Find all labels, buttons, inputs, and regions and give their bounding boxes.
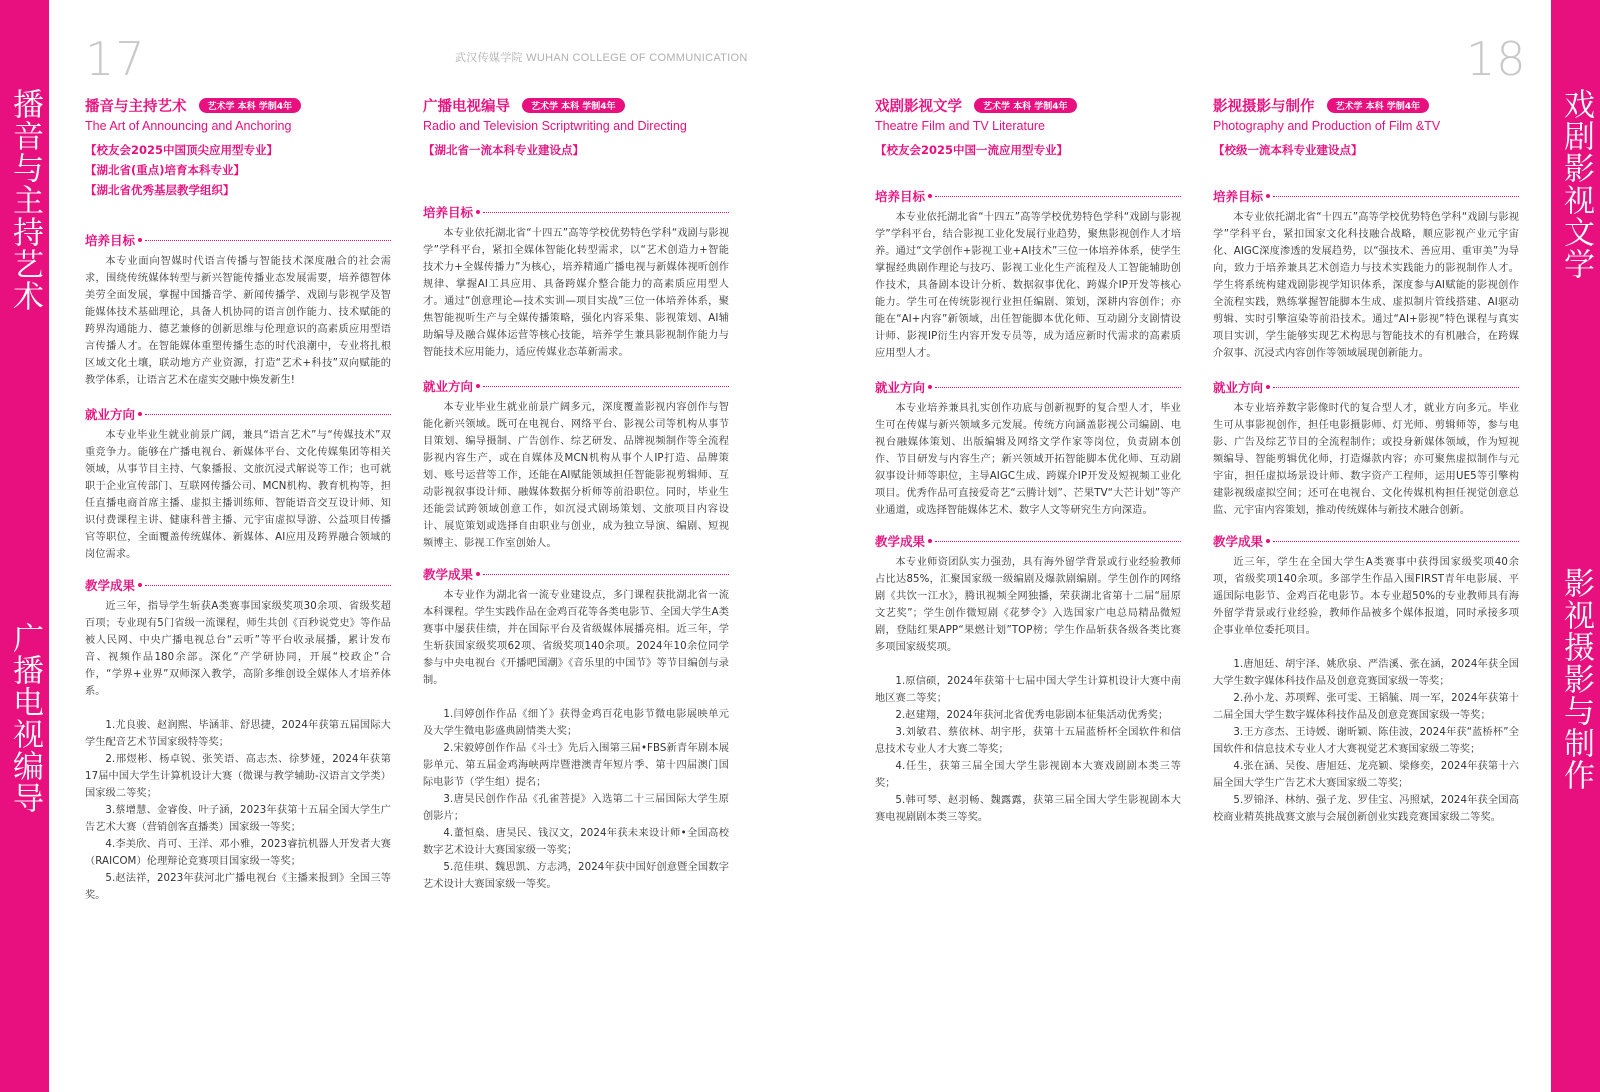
honor-item: 【校友会2025中国顶尖应用型专业】 xyxy=(85,143,279,157)
achievements-text: 近三年，指导学生斩获A类赛事国家级奖项30余项、省级奖超百项；专业现有5门省级一流课程，师生共创《百秒说党史》等作品被人民网、中央广播电视总台“云听”等平台收录展播，累计发布音、视频作品180余部。深化“产学研协同，开展“校政企”合作，“学界+业界”双师深入教学，高阶多维创设全媒体人才培养体系。 xyxy=(85,601,391,697)
section-heading-goal: 培养目标 xyxy=(85,232,391,248)
honor-item: 【湖北省(重点)培育本科专业】 xyxy=(85,163,246,177)
award-item: 3.蔡增慧、金睿俊、叶子涵，2023年获第十五届全国大学生广告艺术大赛（营销创客直播类）国家级一等奖； xyxy=(85,805,391,833)
goal-text: 本专业依托湖北省“十四五”高等学校优势特色学科“戏剧与影视学”学科平台，结合影视工业化发展行业趋势，聚焦影视创作人才培养。通过“文学创作+影视工业+AI技术”三位一体培养体系，使学生掌握经典剧作理论与技巧、影视工业化生产流程及人工智能辅助创作技术，具备剧本设计分析、数据叙事优化、跨媒介IP开发等核心能力。学生可在传统影视行业担任编剧、策划，深耕内容创作；亦能在“AI+内容”新领域，出任智能脚本优化师、互动剧分支剧情设计师、影视IP衍生内容开发专员等，成为适应新时代需求的高素质应用型人才。 xyxy=(875,212,1181,359)
achievements-text: 本专业师资团队实力强劲，具有海外留学背景或行业经验教师占比达85%，汇聚国家级一级编剧及爆款剧编剧。学生创作的网络剧《共饮一江水》，腾讯视频全网独播，荣获湖北省第十二届“屈原文艺奖”；学生创作微短剧《花梦令》入选国家广电总局精品微短剧，登陆红果APP“果燃计划”TOP榜；学生作品斩获各级各类比赛多项国家级奖项。 xyxy=(875,557,1181,653)
award-item: 2.宋毅婷创作作品《斗士》先后入围第三届•FBS新青年剧本展影单元、第五届金鸡海峡两岸暨港澳青年短片季、第十四届澳门国际电影节（学生组）提名； xyxy=(423,743,729,788)
honor-item: 【校友会2025中国一流应用型专业】 xyxy=(875,143,1069,157)
major-card-theatre-literature xyxy=(875,95,1181,826)
section-heading-career: 就业方向 xyxy=(875,379,1181,395)
honor-item: 【湖北省一流本科专业建设点】 xyxy=(423,143,584,157)
award-list xyxy=(85,717,391,904)
award-item: 1.唐旭廷、胡宇泽、姚欣泉、严浩溪、张在涵，2024年获全国大学生数字媒体科技作品及创意竞赛国家级一等奖； xyxy=(1213,659,1519,687)
honor-list xyxy=(423,140,729,160)
award-item: 4.李美欣、肖可、王洋、邓小雅，2023睿抗机器人开发者大赛（RAICOM）伦理辩论竞赛项目国家级一等奖； xyxy=(85,839,391,867)
career-text: 本专业培养数字影像时代的复合型人才，就业方向多元。毕业生可从事影视创作，担任电影摄影师、灯光师、剪辑师等，参与电影、广告及综艺节目的全流程制作；或投身新媒体领域，作为短视频编导、智能剪辑优化师，打造爆款内容；亦可聚焦虚拟制作与元宇宙，担任虚拟场景设计师、数字资产工程师，运用UE5等引擎构建影视级虚拟空间；还可在电视台、文化传媒机构担任视觉创意总监、元宇宙内容策划，推动传统媒体与新技术融合创新。 xyxy=(1213,403,1519,516)
section-heading-goal: 培养目标 xyxy=(423,204,729,220)
goal-text: 本专业面向智媒时代语言传播与智能技术深度融合的社会需求，围绕传统媒体转型与新兴智能传播业态发展需要，培养德智体美劳全面发展，掌握中国播音学、新闻传播学、戏剧与影视学及智能媒体技术基础理论，具备人机协同的语言创作能力、技术赋能的跨界沟通能力、德艺兼修的创新思维与伦理意识的高素质应用型语言传播人才。在智能媒体重塑传播生态的时代浪潮中，专业将扎根区域文化土壤，联动地方产业资源，打造“艺术+科技”双向赋能的教学体系，让语言艺术在虚实交融中焕发新生! xyxy=(85,256,391,386)
award-item: 2.赵建翔，2024年获河北省优秀电影剧本征集活动优秀奖； xyxy=(895,710,1169,721)
award-item: 5.范佳琪、魏思凯、方志鸿，2024年获中国好创意暨全国数字艺术设计大赛国家级一等奖。 xyxy=(423,862,729,890)
degree-badge: 艺术学 本科 学制4年 xyxy=(974,98,1077,113)
page-number-right: 18 xyxy=(1466,32,1527,86)
honor-list xyxy=(1213,140,1519,160)
section-heading-achievements: 教学成果 xyxy=(85,577,391,593)
left-band-title-top: 播音与主持艺术 xyxy=(7,88,43,312)
degree-badge: 艺术学 本科 学制4年 xyxy=(199,98,302,113)
honor-item: 【校级一流本科专业建设点】 xyxy=(1213,143,1363,157)
major-english-title: Radio and Television Scriptwriting and Directing xyxy=(423,119,687,133)
achievements-text: 近三年，学生在全国大学生A类赛事中获得国家级奖项40余项，省级奖项140余项。多部学生作品入围FIRST青年电影展、平遥国际电影节、金鸡百花电影节。本专业超50%的专业教师具有海外留学背景或行业经验，教师作品被多个媒体报道，同时承接多项企事业单位委托项目。 xyxy=(1213,557,1519,636)
award-item: 5.赵法祥，2023年获河北广播电视台《主播来报到》全国三等奖。 xyxy=(85,873,391,901)
section-heading-goal: 培养目标 xyxy=(1213,188,1519,204)
section-heading-achievements: 教学成果 xyxy=(423,566,729,582)
school-name: 武汉传媒学院 WUHAN COLLEGE OF COMMUNICATION xyxy=(455,52,748,64)
honor-item: 【湖北省优秀基层教学组织】 xyxy=(85,183,235,197)
major-english-title: The Art of Announcing and Anchoring xyxy=(85,119,292,133)
honor-list xyxy=(875,140,1181,160)
major-english-title: Photography and Production of Film &TV xyxy=(1213,119,1441,133)
major-title-row xyxy=(85,95,391,115)
major-title: 影视摄影与制作 xyxy=(1213,98,1315,115)
award-item: 1.原信硕，2024年获第十七届中国大学生计算机设计大赛中南地区赛二等奖； xyxy=(875,676,1181,704)
achievements-text: 本专业作为湖北省一流专业建设点，多门课程获批湖北省一流本科课程。学生实践作品在金鸡百花等各类电影节、全国大学生A类赛事中屡获佳绩，并在国际平台及省级媒体展播亮相。近三年，学生斩获国家级奖项62项、省级奖项140余项。2024年10余位同学参与中央电视台《开播吧国潮》《音乐里的中国节》等节目编创与录制。 xyxy=(423,590,729,686)
honor-list xyxy=(85,140,391,200)
major-title: 戏剧影视文学 xyxy=(875,98,962,115)
major-title: 播音与主持艺术 xyxy=(85,98,187,115)
goal-text: 本专业依托湖北省“十四五”高等学校优势特色学科“戏剧与影视学”学科平台，紧扣国家文化科技融合战略，顺应影视产业元宇宙化、AIGC深度渗透的发展趋势，以“强技术、善应用、重审美”为导向，致力于培养兼具艺术创造力与技术实践能力的影视制作人才。学生将系统构建戏剧影视学知识体系，深度参与AI赋能的影视创作全流程实践，熟练掌握智能脚本生成、虚拟制片管线搭建、AI驱动剪辑、实时引擎渲染等前沿技术。通过“AI+影视”特色课程与真实项目实训，学生能够实现艺术构思与智能技术的有机融合，在跨媒介叙事、沉浸式内容创作等领域展现创新能力。 xyxy=(1213,212,1519,359)
major-english-title: Theatre Film and TV Literature xyxy=(875,119,1045,133)
right-band-title-bottom: 影视摄影与制作 xyxy=(1558,567,1594,791)
award-item: 1.尤良骏、赵润熙、毕涵菲、舒思捷，2024年获第五届国际大学生配音艺术节国家级特等奖； xyxy=(85,720,391,748)
award-item: 1.闫婷创作作品《细丫》获得金鸡百花电影节微电影展映单元及大学生微电影盛典剧情类大奖； xyxy=(423,709,729,737)
page-number-left: 17 xyxy=(85,32,146,86)
right-magenta-band xyxy=(1551,0,1600,1092)
career-text: 本专业毕业生就业前景广阔，兼具“语言艺术”与“传媒技术”双重竞争力。能够在广播电视台、新媒体平台、文化传媒集团等相关领域，从事节目主持、气象播报、文旅沉浸式解说等工作；也可就职于企业宣传部门、互联网传播公司、MCN机构、教育机构等，担任直播电商首席主播、虚拟主播训练师、智能语音交互设计师、知识付费课程主讲、健康科普主播、元宇宙虚拟导游、公益项目传播官等职位，全面覆盖传统媒体、新媒体、AI应用及跨界融合领域的岗位需求。 xyxy=(85,430,391,560)
major-title-row xyxy=(1213,95,1519,115)
award-item: 4.张在涵、吴俊、唐旭廷、龙亮颖、梁修奕，2024年获第十六届全国大学生广告艺术大赛国家级二等奖； xyxy=(1213,761,1519,789)
right-band-title-top: 戏剧影视文学 xyxy=(1558,88,1594,280)
career-text: 本专业培养兼具扎实创作功底与创新视野的复合型人才，毕业生可在传媒与新兴领域多元发展。传统方向涵盖影视公司编剧、电视台融媒体策划、出版编辑及网络文学作家等岗位，负责剧本创作、节目研发与内容生产；新兴领域开拓智能脚本优化师、互动剧叙事设计师等职位，主导AIGC生成、跨媒介IP开发及短视频工业化项目。优秀作品可直接爱奇艺“云腾计划”、芒果TV“大芒计划”等产业通道，或选择智能媒体艺术、数字人文等研究生方向深造。 xyxy=(875,403,1181,516)
left-magenta-band xyxy=(0,0,49,1092)
award-item: 5.韩可琴、赵羽畅、魏露露，获第三届全国大学生影视剧本大赛电视剧剧本类三等奖。 xyxy=(875,795,1181,823)
major-card-radio-tv xyxy=(423,95,729,893)
award-item: 2.邢煜彬、杨卓锐、张笑语、高志杰、徐梦娅，2024年获第17届中国大学生计算机设计大赛（微课与教学辅助-汉语言文学类）国家级二等奖； xyxy=(85,754,391,799)
section-heading-achievements: 教学成果 xyxy=(875,533,1181,549)
award-item: 3.王方彦杰、王诗媛、谢昕颖、陈佳波，2024年获“蓝桥杯”全国软件和信息技术专业人才大赛视觉艺术赛国家级二等奖； xyxy=(1213,727,1519,755)
award-item: 5.罗锦泽、林纳、强子龙、罗佳宝、冯照斌，2024年获全国高校商业精英挑战赛文旅与会展创新创业实践竞赛国家级二等奖。 xyxy=(1213,795,1519,823)
major-card-announcing xyxy=(85,95,391,904)
award-item: 4.董恒燊、唐昊民、钱汉文，2024年获未来设计师•全国高校数字艺术设计大赛国家级一等奖； xyxy=(423,828,729,856)
major-title: 广播电视编导 xyxy=(423,98,510,115)
left-band-title-bottom: 广播电视编导 xyxy=(7,622,43,814)
section-heading-achievements: 教学成果 xyxy=(1213,533,1519,549)
major-title-row xyxy=(875,95,1181,115)
section-heading-career: 就业方向 xyxy=(1213,379,1519,395)
award-list xyxy=(423,706,729,893)
major-title-row xyxy=(423,95,729,115)
degree-badge: 艺术学 本科 学制4年 xyxy=(1327,98,1430,113)
award-item: 3.唐昊民创作作品《孔雀菩提》入选第二十三届国际大学生原创影片； xyxy=(423,794,729,822)
goal-text: 本专业依托湖北省“十四五”高等学校优势特色学科“戏剧与影视学”学科平台，紧扣全媒体智能化转型需求，以“艺术创造力+智能技术力+全媒传播力”为核心，培养精通广播电视与新媒体视听创作规律、掌握AI工具应用、具备跨媒介整合能力的高素质应用型人才。通过“创意理论—技术实训—项目实战”三位一体培养体系，聚焦智能视听生产与全媒传播策略，强化内容采集、影视策划、AI辅助编导及融合媒体运营等核心技能，培养学生兼具影视制作能力与智能技术应用能力，适应传媒业态革新需求。 xyxy=(423,228,729,358)
career-text: 本专业毕业生就业前景广阔多元，深度覆盖影视内容创作与智能化新兴领域。既可在电视台、网络平台、影视公司等机构从事节目策划、编导摄制、广告创作、综艺研发、品牌视频制作等全流程影视内容生产，或在自媒体及MCN机构从事个人IP打造、品牌策划、账号运营等工作，还能在AI赋能领域担任智能影视剪辑师、互动影视叙事设计师、融媒体数据分析师等前沿职位。同时，毕业生还能尝试跨领域创意工作，如沉浸式剧场策划、文旅项目内容设计、展览策划或选择自由职业与创业，成为独立导演、编剧、短视频博主、影视工作室创始人。 xyxy=(423,402,729,549)
major-card-film-photography xyxy=(1213,95,1519,826)
award-item: 4.任生，获第三届全国大学生影视剧本大赛戏剧剧本类三等奖； xyxy=(875,761,1181,789)
award-item: 3.刘敏君、蔡依林、胡宇彤，获第十五届蓝桥杯全国软件和信息技术专业人才大赛二等奖； xyxy=(875,727,1181,755)
section-heading-goal: 培养目标 xyxy=(875,188,1181,204)
section-heading-career: 就业方向 xyxy=(423,378,729,394)
degree-badge: 艺术学 本科 学制4年 xyxy=(522,98,625,113)
award-list xyxy=(875,673,1181,826)
section-heading-career: 就业方向 xyxy=(85,406,391,422)
award-item: 2.孙小龙、苏项辉、张可雯、王韬毓、周一军，2024年获第十二届全国大学生数字媒体科技作品及创意竞赛国家级一等奖； xyxy=(1213,693,1519,721)
award-list xyxy=(1213,656,1519,826)
